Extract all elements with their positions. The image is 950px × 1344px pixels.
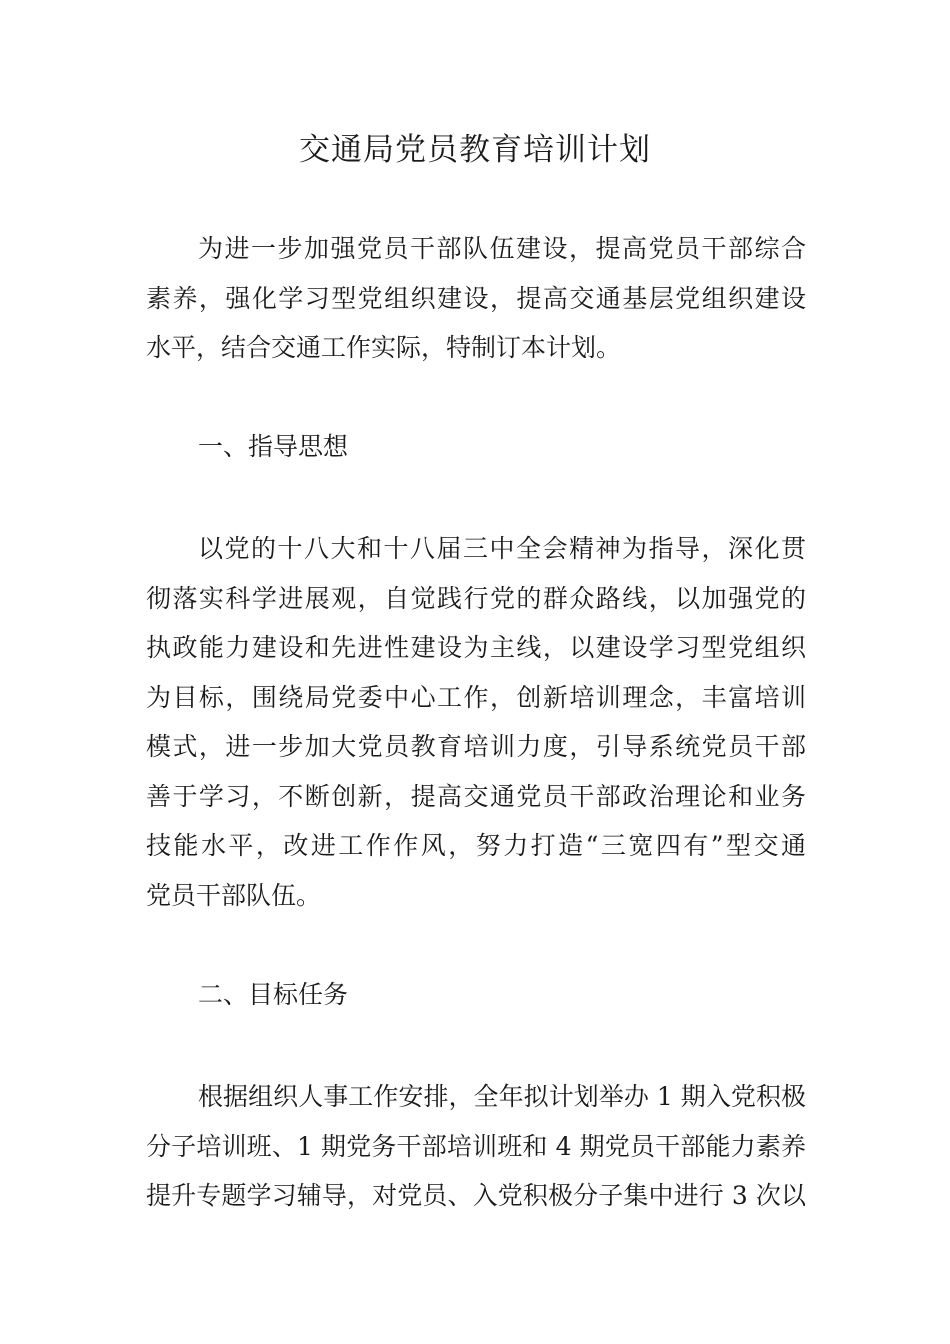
section-heading-goals-tasks: 二、目标任务: [198, 980, 349, 1009]
paragraph-line: 为目标，围绕局党委中心工作，创新培训理念，丰富培训: [146, 682, 806, 712]
paragraph-line: 技能水平，改进工作作风，努力打造“三宽四有”型交通: [146, 831, 806, 860]
intro-paragraph: [146, 224, 806, 373]
paragraph-line: 根据组织人事工作安排，全年拟计划举办 1 期入党积极: [198, 1082, 806, 1111]
paragraph-line: 以党的十八大和十八届三中全会精神为指导，深化贯: [198, 534, 806, 563]
paragraph-line: 彻落实科学进展观，自觉践行党的群众路线，以加强党的: [146, 583, 806, 613]
paragraph-line: 水平，结合交通工作实际，特制订本计划。: [146, 333, 622, 362]
paragraph-line: 善于学习，不断创新，提高交通党员干部政治理论和业务: [146, 781, 806, 811]
paragraph-line: 党员干部队伍。: [146, 880, 322, 910]
section-heading-guiding-ideology: 一、指导思想: [198, 432, 349, 461]
document-title: 交通局党员教育培训计划: [299, 132, 651, 168]
guiding-ideology-paragraph: [146, 524, 806, 920]
paragraph-line: 模式，进一步加大党员教育培训力度，引导系统党员干部: [146, 732, 806, 761]
paragraph-line: 素养，强化学习型党组织建设，提高交通基层党组织建设: [146, 283, 806, 313]
goals-tasks-paragraph: [146, 1072, 806, 1221]
paragraph-line: 提升专题学习辅导，对党员、入党积极分子集中进行 3 次以: [146, 1181, 806, 1210]
paragraph-line: 分子培训班、1 期党务干部培训班和 4 期党员干部能力素养: [146, 1131, 806, 1161]
paragraph-line: 执政能力建设和先进性建设为主线，以建设学习型党组织: [146, 633, 806, 662]
paragraph-line: 为进一步加强党员干部队伍建设，提高党员干部综合: [198, 234, 806, 263]
